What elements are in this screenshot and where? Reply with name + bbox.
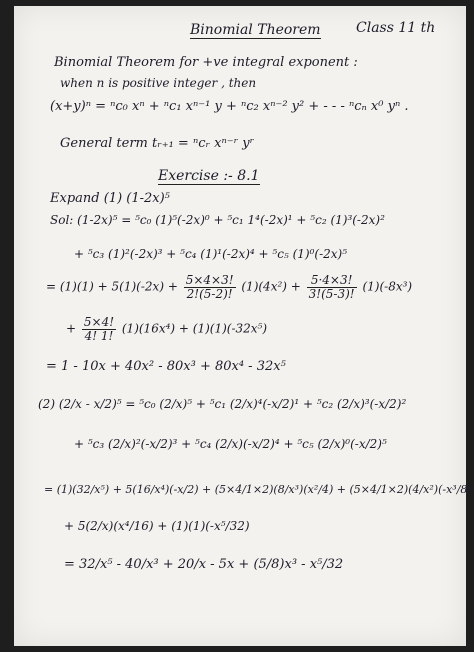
- binomial-expansion: (x+y)ⁿ = ⁿc₀ xⁿ + ⁿc₁ xⁿ⁻¹ y + ⁿc₂ xⁿ⁻² y² + - - - ⁿcₙ x⁰ yⁿ .: [50, 99, 409, 114]
- q1-solution-line-3: [46, 274, 412, 300]
- q1-solution-line-1: Sol: (1-2x)⁵ = ⁵c₀ (1)⁵(-2x)⁰ + ⁵c₁ 1⁴(-2x)¹ + ⁵c₂ (1)³(-2x)²: [50, 213, 385, 227]
- intro-line-2: when n is positive integer , then: [60, 76, 257, 90]
- general-term: General term tᵣ₊₁ = ⁿcᵣ xⁿ⁻ʳ yʳ: [60, 136, 255, 151]
- intro-line-1: Binomial Theorem for +ve integral exponent :: [54, 55, 358, 70]
- class-label: Class 11 th: [356, 20, 436, 36]
- q1-line3-part-b: (1)(4x²) +: [241, 279, 301, 294]
- q1-line3-part-a: = (1)(1) + 5(1)(-2x) +: [46, 279, 178, 294]
- q2-line-2: + ⁵c₃ (2/x)²(-x/2)³ + ⁵c₄ (2/x)(-x/2)⁴ + ⁵c₅ (2/x)⁰(-x/2)⁵: [74, 437, 387, 451]
- q2-line-1: (2) (2/x - x/2)⁵ = ⁵c₀ (2/x)⁵ + ⁵c₁ (2/x)⁴(-x/2)¹ + ⁵c₂ (2/x)³(-x/2)²: [38, 397, 407, 411]
- q2-line-4: + 5(2/x)(x⁴/16) + (1)(1)(-x⁵/32): [64, 519, 250, 533]
- exercise-title: Exercise :- 8.1: [158, 168, 260, 184]
- q2-line-3: = (1)(32/x⁵) + 5(16/x⁴)(-x/2) + (5×4/1×2)(8/x³)(x²/4) + (5×4/1×2)(4/x²)(-x³/8): [44, 483, 472, 496]
- q2-result: = 32/x⁵ - 40/x³ + 20/x - 5x + (5/8)x³ - x⁵/32: [64, 557, 344, 572]
- q1-solution-line-2: + ⁵c₃ (1)²(-2x)³ + ⁵c₄ (1)¹(-2x)⁴ + ⁵c₅ (1)⁰(-2x)⁵: [74, 247, 348, 261]
- q1-line3-part-c: (1)(-8x³): [362, 279, 413, 294]
- q1-result: = 1 - 10x + 40x² - 80x³ + 80x⁴ - 32x⁵: [46, 359, 286, 374]
- q1-solution-line-4: [66, 316, 267, 342]
- q1-fraction-3: $\frac{5\times 4!}{4! 1!}$: [83, 315, 115, 343]
- notebook-page: [14, 6, 472, 646]
- q1-fraction-2: $\frac{5\cdot 4\times 3!}{3!(5-3)!}$: [308, 273, 355, 301]
- q1-line4-part-b: (1)(16x⁴) + (1)(1)(-32x⁵): [121, 321, 268, 336]
- page-title: Binomial Theorem: [190, 22, 321, 38]
- q1-line4-plus: +: [66, 321, 77, 336]
- q1-prompt: Expand (1) (1-2x)⁵: [50, 191, 170, 206]
- q1-fraction-1: $\frac{5\times 4\times 3!}{2!(5-2)!}$: [185, 273, 234, 301]
